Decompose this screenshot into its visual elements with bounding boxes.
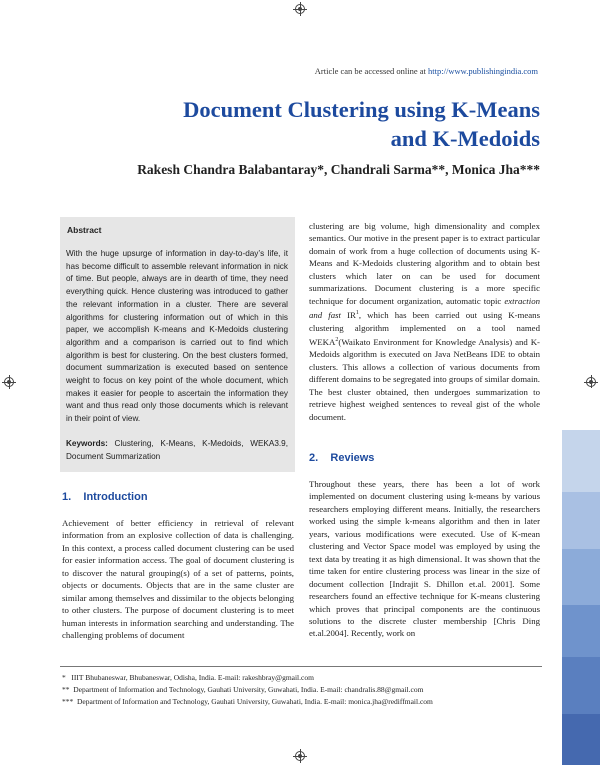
- introduction-body: Achievement of better efficiency in retrieval of relevant information from an explosive collection of data is challenging. In this context, a process called document clustering can be used for easier information access. The goal of document clustering is to discover the natural grouping(s) of a set of patterns, points, objects or documents. Objects that are in the same cluster are similar among themselves and dissimilar to the objects belonging to other clusters. The purpose of document clustering is to meet human interests in information searching and understanding. The challenging problems of document: [62, 518, 294, 641]
- reviews-body: Throughout these years, there has been a lot of work implemented on document clustering using k-means by various researchers employing different means. Initially, the researchers worked using the simple k-means algorithm and then in later years, various modifications were executed. Use of K-mean clustering and Vector Space model was employed by using the text data by treating it as high dimensional. It was shown that the time taken for entire clustering process was linear in the size of document collection [Indrajit S. Dhillon et.al. 2001]. Some researchers found an effective technique for K-means clustering which proves that principal components are the continuous solutions to the discrete cluster membership [Chris Ding et.al.2004]. Recently, work on: [309, 479, 540, 639]
- sidebar-block-6: [562, 657, 600, 714]
- keywords-label: Keywords:: [66, 439, 108, 448]
- author-list: Rakesh Chandra Balabantaray*, Chandrali Sarma**, Monica Jha***: [137, 162, 540, 177]
- registration-mark-bottom: [295, 751, 305, 761]
- registration-mark-right: [586, 377, 596, 387]
- access-url-link[interactable]: http://www.publishingindia.com: [428, 66, 538, 76]
- abstract-body: With the huge upsurge of information in day-to-day’s life, it has become difficult to assemble relevant information in nick of time. But people, always are in dearth of time, they need everything quick. Hence clustering was introduced to gather the relevant information in a cluster. There are several algorithms for clustering information out of which in this paper, we accomplish K-means and K-Medoids clustering algorithm and a comparison is carried out to find which algorithm is best for clustering. On the best clusters formed, document summarization is executed based on sentence weight to focus on key point of the whole document, which makes it easier for people to ascertain the information they want and thus read only those documents which is relevant in their point of view.: [66, 249, 288, 424]
- paper-title: [100, 95, 540, 153]
- sidebar-block-7: [562, 714, 600, 765]
- footnotes: [62, 672, 542, 708]
- title-line-1: Document Clustering using K-Means: [183, 97, 540, 122]
- introduction-continued: clustering are big volume, high dimensionality and complex semantics. Our motive in the present paper is to extract particular domain of work from a huge collection of documents using K-Means and K-Medoids clustering algorithm and to obtain best clusters which later on can be used for document summarizations. Document clustering is a more specific technique for document organization, automatic topic extraction and fast $IR^1$, which has been carried out using K-means clustering algorithm implemented on a tool named WEKA$^2$(Waikato Environment for Knowledge Analysis) and K-Medoids algorithm is executed on Java NetBeans IDE to obtain clusters. This allows a collection of various documents from different domains to be segregated into groups of similar domain. The best cluster obtained, then undergoes summarization to retrieve highest weighed sentences to reveal gist of the whole document.: [309, 221, 540, 422]
- registration-mark-top: [295, 4, 305, 14]
- section-heading-reviews: 2. Reviews: [309, 452, 375, 464]
- access-line: [315, 66, 538, 76]
- sidebar-block-1: [562, 388, 600, 430]
- title-line-2: and K-Medoids: [390, 126, 540, 151]
- footnote-3: *** Department of Information and Technology, Gauhati University, Guwahati, India. E-mail: monica.jha@rediffmail.com: [62, 697, 433, 706]
- section-heading-introduction: 1. Introduction: [62, 491, 148, 503]
- footnote-1: * IIIT Bhubaneswar, Bhubaneswar, Odisha, India. E-mail: rakeshbray@gmail.com: [62, 673, 314, 682]
- keywords-list: Clustering, K-Means, K-Medoids, WEKA3.9, Document Summarization: [66, 439, 288, 461]
- access-text: Article can be accessed online at: [314, 66, 429, 76]
- keywords: [66, 438, 288, 463]
- abstract-heading: Abstract: [67, 225, 102, 235]
- sidebar-block-4: [562, 549, 600, 605]
- footnote-2: ** Department of Information and Technology, Gauhati University, Guwahati, India. E-mail: chandralis.88@gmail.com: [62, 685, 424, 694]
- sidebar-block-2: [562, 430, 600, 492]
- footnote-divider: [60, 666, 542, 667]
- sidebar-block-5: [562, 605, 600, 657]
- sidebar-block-3: [562, 492, 600, 549]
- registration-mark-left: [4, 377, 14, 387]
